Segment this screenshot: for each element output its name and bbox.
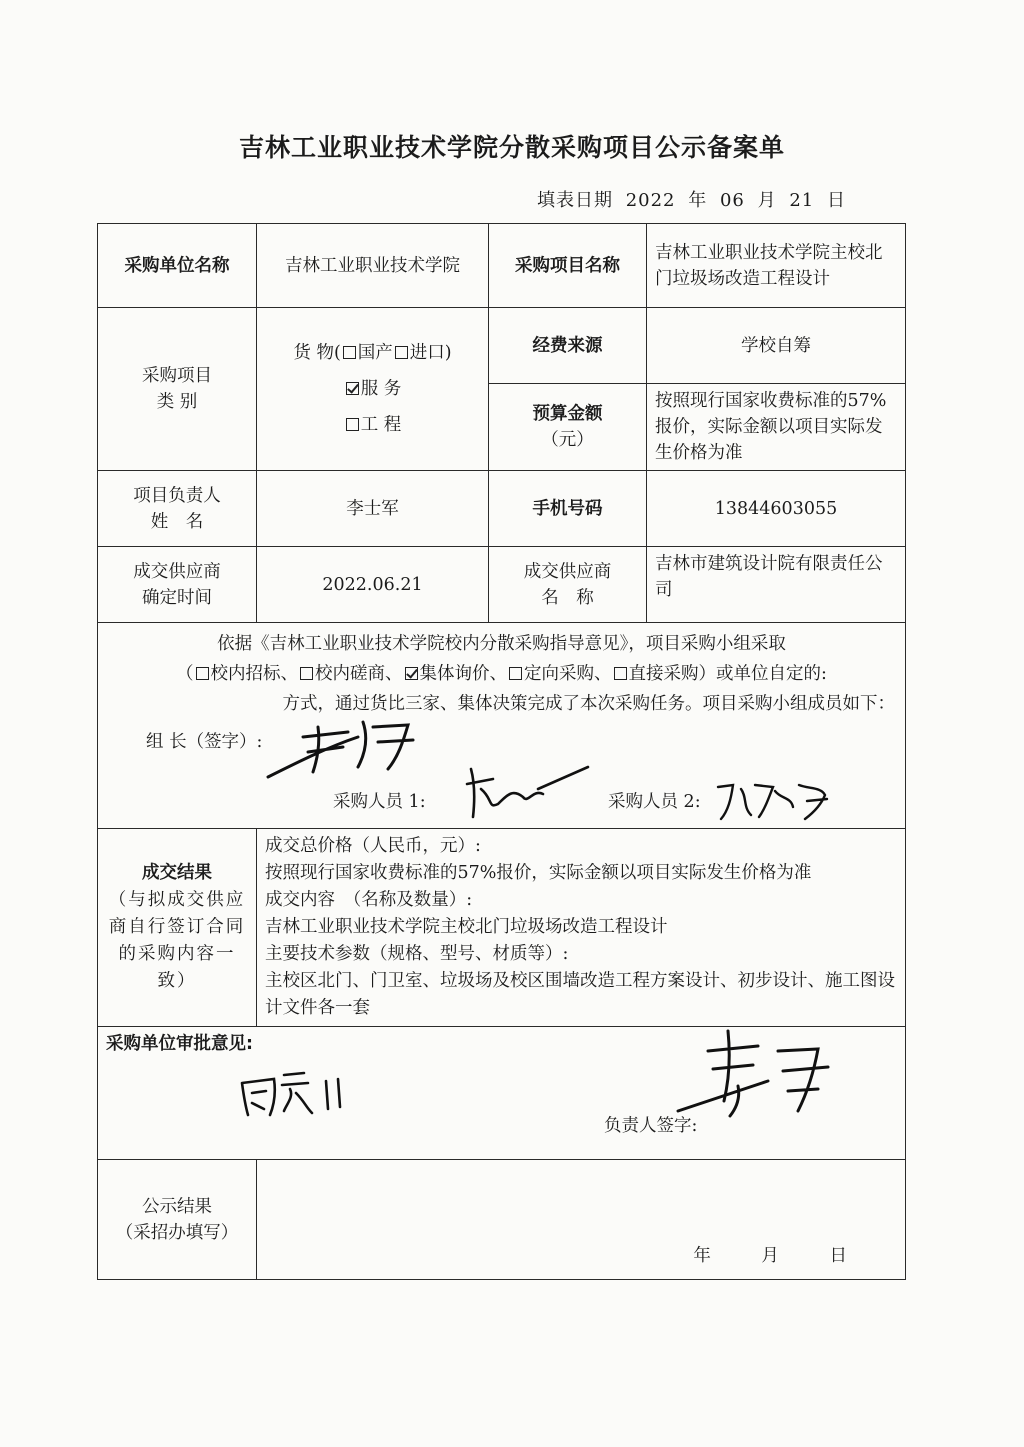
content-value: 吉林工业职业技术学院主校北门垃圾场改造工程设计 bbox=[265, 917, 668, 937]
supplier-time-label-cell bbox=[98, 547, 257, 623]
internal-bid-label: 校内招标、 bbox=[210, 664, 299, 684]
project-name-label: 采购项目名称 bbox=[489, 224, 647, 308]
direct-purchase-checkbox[interactable] bbox=[614, 667, 627, 680]
fill-date-month: 06 bbox=[719, 190, 745, 211]
buyer1-signature-label: 采购人员 1: bbox=[333, 792, 426, 812]
imported-checkbox[interactable] bbox=[395, 346, 408, 359]
goods-label: 货 物( bbox=[293, 343, 341, 363]
supplier-name-label-line2: 名 称 bbox=[541, 587, 594, 608]
fill-date-day-unit: 日 bbox=[827, 190, 846, 211]
phone-value: 13844603055 bbox=[647, 471, 906, 547]
publicity-label-line1: 公示结果 bbox=[142, 1196, 212, 1217]
goods-option bbox=[265, 340, 480, 366]
basis-open-paren: （ bbox=[176, 664, 194, 684]
result-label: 成交结果 bbox=[142, 863, 212, 883]
direct-purchase-label: 直接采购）或单位自定的: bbox=[628, 664, 827, 684]
leader-signature bbox=[258, 707, 428, 785]
service-label: 服 务 bbox=[360, 379, 402, 399]
publicity-year: 年 bbox=[693, 1246, 711, 1266]
leader-signature-label: 组 长（签字）: bbox=[146, 732, 263, 752]
fund-source-value: 学校自筹 bbox=[647, 308, 906, 384]
signature-area bbox=[108, 719, 895, 824]
internal-bid-checkbox[interactable] bbox=[196, 667, 209, 680]
manager-label-line2: 姓 名 bbox=[150, 511, 204, 532]
fill-date-label: 填表日期 bbox=[536, 190, 613, 211]
fill-date-year-unit: 年 bbox=[688, 190, 708, 211]
collective-inquiry-label: 集体询价、 bbox=[419, 664, 508, 684]
approval-label: 采购单位审批意见: bbox=[106, 1034, 253, 1054]
fill-date-day: 21 bbox=[789, 190, 815, 211]
basis-line3: 方式，通过货比三家、集体决策完成了本次采购任务。项目采购小组成员如下： bbox=[282, 694, 895, 714]
fund-source-label: 经费来源 bbox=[489, 308, 647, 384]
buyer2-signature bbox=[713, 777, 833, 825]
approval-opinion-handwriting bbox=[234, 1063, 354, 1121]
supplier-name-value: 吉林市建筑设计院有限责任公司 bbox=[647, 547, 906, 623]
engineering-label: 工 程 bbox=[360, 415, 402, 435]
buyer1-signature bbox=[463, 759, 593, 821]
price-value: 按照现行国家收费标准的57%报价，实际金额以项目实际发生价格为准 bbox=[265, 863, 812, 883]
basis-options bbox=[108, 659, 895, 689]
category-label-line1: 采购项目 bbox=[142, 366, 212, 386]
buyer2-signature-label: 采购人员 2: bbox=[608, 792, 701, 812]
domestic-label: 国产 bbox=[357, 343, 393, 363]
supplier-time-label-line1: 成交供应商 bbox=[133, 561, 221, 582]
fill-date-year: 2022 bbox=[625, 190, 676, 211]
document-title: 吉林工业职业技术学院分散采购项目公示备案单 bbox=[238, 133, 785, 162]
project-name-value: 吉林工业职业技术学院主校北门垃圾场改造工程设计 bbox=[647, 224, 906, 308]
content-label: 成交内容 （名称及数量）: bbox=[265, 890, 473, 910]
approval-cell bbox=[98, 1027, 906, 1160]
service-option bbox=[265, 376, 480, 402]
internal-negotiation-label: 校内磋商、 bbox=[315, 664, 403, 684]
result-content-cell bbox=[257, 829, 906, 1027]
purchasing-unit-value: 吉林工业职业技术学院 bbox=[257, 224, 489, 308]
collective-inquiry-checkbox[interactable] bbox=[405, 667, 418, 680]
fill-date bbox=[531, 186, 846, 212]
params-label: 主要技术参数（规格、型号、材质等）: bbox=[265, 944, 569, 964]
approver-signature bbox=[668, 1021, 848, 1131]
basis-line1: 依据《吉林工业职业技术学院校内分散采购指导意见》，项目采购小组采取 bbox=[217, 634, 786, 654]
imported-label: 进口) bbox=[409, 343, 452, 363]
price-label: 成交总价格（人民币，元）: bbox=[265, 836, 481, 856]
category-label-cell bbox=[98, 308, 257, 471]
budget-unit: （元） bbox=[541, 430, 594, 450]
supplier-name-label-cell bbox=[489, 547, 647, 623]
publicity-label-cell bbox=[98, 1160, 257, 1280]
category-options-cell bbox=[257, 308, 489, 471]
supplier-time-value: 2022.06.21 bbox=[257, 547, 489, 623]
basis-cell bbox=[98, 623, 906, 829]
approver-signature-label: 负责人签字: bbox=[604, 1116, 698, 1136]
publicity-label-line2: （采招办填写） bbox=[115, 1222, 239, 1243]
category-label-line2: 类 别 bbox=[156, 392, 198, 412]
publicity-date bbox=[648, 1243, 847, 1269]
engineering-checkbox[interactable] bbox=[346, 418, 359, 431]
budget-label: 预算金额 bbox=[532, 404, 603, 424]
internal-negotiation-checkbox[interactable] bbox=[300, 667, 313, 680]
params-value: 主校区北门、门卫室、垃圾场及校区围墙改造工程方案设计、初步设计、施工图设计文件各一套 bbox=[265, 971, 895, 1018]
supplier-name-label-line1: 成交供应商 bbox=[523, 561, 612, 582]
purchasing-unit-label: 采购单位名称 bbox=[98, 224, 257, 308]
supplier-time-label-line2: 确定时间 bbox=[142, 587, 212, 608]
manager-label-line1: 项目负责人 bbox=[133, 485, 221, 506]
budget-value: 按照现行国家收费标准的57%报价，实际金额以项目实际发生价格为准 bbox=[647, 384, 906, 471]
directed-purchase-label: 定向采购、 bbox=[524, 664, 612, 684]
domestic-checkbox[interactable] bbox=[343, 346, 356, 359]
record-table bbox=[97, 223, 906, 1280]
result-label-cell bbox=[98, 829, 257, 1027]
manager-name-value: 李士军 bbox=[257, 471, 489, 547]
result-label-note: （与拟成交供应商自行签订合同的采购内容一致） bbox=[108, 890, 246, 991]
publicity-day: 日 bbox=[829, 1246, 847, 1266]
fill-date-month-unit: 月 bbox=[757, 190, 777, 211]
publicity-result-cell[interactable] bbox=[257, 1160, 906, 1280]
directed-purchase-checkbox[interactable] bbox=[509, 667, 522, 680]
manager-label-cell bbox=[98, 471, 257, 547]
engineering-option bbox=[265, 412, 480, 438]
publicity-month: 月 bbox=[761, 1246, 779, 1266]
budget-label-cell bbox=[489, 384, 647, 471]
service-checkbox[interactable] bbox=[346, 382, 359, 395]
phone-label: 手机号码 bbox=[489, 471, 647, 547]
